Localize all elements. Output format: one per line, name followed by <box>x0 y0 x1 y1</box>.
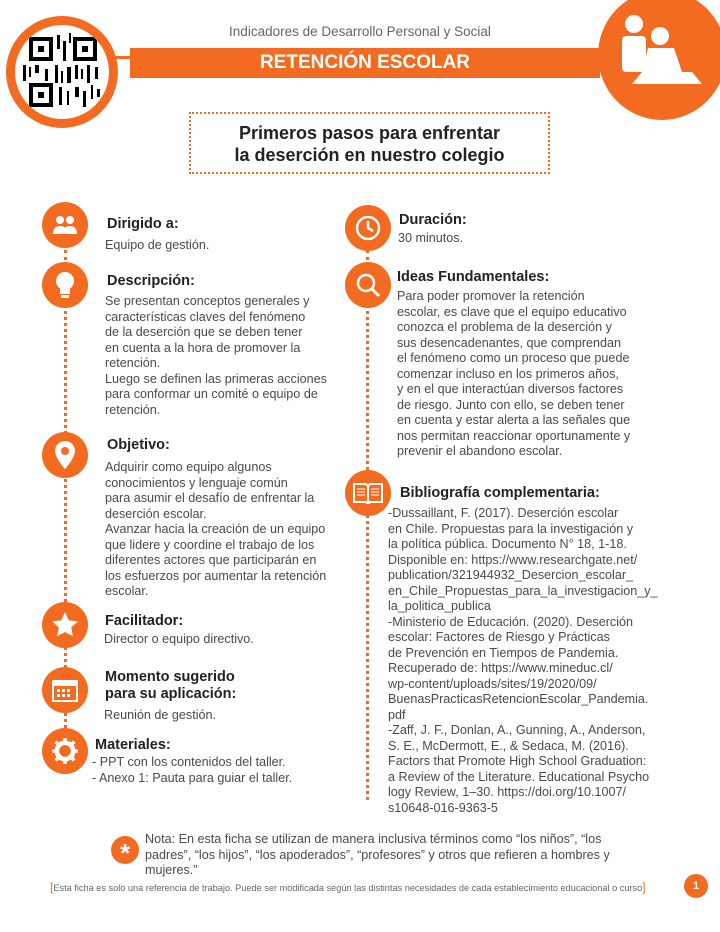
descripcion-text <box>105 294 327 418</box>
text-line: retención. <box>105 356 161 370</box>
star-icon <box>42 602 88 648</box>
text-line: a Review of the Literature. Educational Psycho <box>388 769 650 784</box>
ideas-text <box>397 289 630 460</box>
asterisk-icon: * <box>111 836 139 864</box>
right-dotted-line <box>366 250 369 800</box>
objetivo-text <box>105 460 326 600</box>
text-line: Disponible en: https://www.researchgate.net/ <box>388 552 638 567</box>
title-line-1: Primeros pasos para enfrentar <box>238 123 501 143</box>
text-line: en cuenta a la hora de promover la <box>105 340 301 355</box>
magnifier-icon <box>345 262 391 308</box>
title-line-2: la deserción en nuestro colegio <box>234 145 505 165</box>
text-line: Equipo de gestión. <box>105 238 210 252</box>
page-number: 1 <box>684 874 708 898</box>
text-line: s10648-016-9363-5 <box>388 800 498 815</box>
text-line: logy Review, 1–30. https://doi.org/10.1007/ <box>388 785 627 799</box>
text-line: la política pública. Documento N° 18, 1-18. <box>388 537 627 551</box>
duracion-text <box>398 231 463 247</box>
document-title <box>189 112 550 174</box>
biblio-title: Bibliografía complementaria: <box>400 485 600 501</box>
text-line: Se presentan conceptos generales y <box>105 294 310 308</box>
text-line: S. E., McDermott, E., & Sedaca, M. (2016). <box>388 738 629 753</box>
text-line: para asumir el desafío de enfrentar la <box>105 491 315 505</box>
text-line: -Ministerio de Educación. (2020). Deserción <box>388 614 633 629</box>
gear-icon <box>42 728 88 774</box>
ideas-title: Ideas Fundamentales: <box>397 269 550 285</box>
text-line: y en el que interactúan diversos factores <box>397 382 624 396</box>
text-line: el fenómeno como un proceso que puede <box>397 351 630 365</box>
text-line: Recuperado de: https://www.mineduc.cl/ <box>388 661 613 675</box>
text-line: comenzar incluso en los primeros años, <box>397 366 619 381</box>
dirigido-title: Dirigido a: <box>107 216 179 232</box>
text-line: de Prevención en Tiempos de Pandemia. <box>388 645 619 660</box>
calendar-icon <box>42 667 88 713</box>
facilitador-text <box>104 632 254 648</box>
text-line: en cuenta y estar alerta a las señales que <box>397 413 631 427</box>
text-line: Reunión de gestión. <box>104 708 217 722</box>
momento-title-1: Momento sugerido <box>105 669 235 685</box>
students-icon <box>598 0 720 120</box>
text-line: publication/321944932_Desercion_escolar_ <box>388 568 634 582</box>
momento-title <box>105 669 236 703</box>
location-pin-icon <box>42 432 88 478</box>
text-line: de riesgo. Junto con ello, se deben tener <box>397 397 625 412</box>
text-line: la_politica_publica <box>388 599 491 613</box>
text-line: en Chile. Propuestas para la investigación y <box>388 521 634 536</box>
text-line: los esfuerzos por aumentar la retención <box>105 568 327 583</box>
biblio-text <box>388 506 658 816</box>
text-line: wp-content/uploads/sites/19/2020/09/ <box>388 676 597 691</box>
materiales-text <box>92 755 292 786</box>
text-line: - PPT con los contenidos del taller. <box>92 755 286 769</box>
band-title: RETENCIÓN ESCOLAR <box>130 48 600 78</box>
qr-code[interactable] <box>6 16 118 128</box>
text-line: Director o equipo directivo. <box>104 632 254 646</box>
text-line: pdf <box>388 707 406 722</box>
text-line: Avanzar hacia la creación de un equipo <box>105 522 326 536</box>
book-icon <box>345 470 391 516</box>
bracket-open: [ <box>50 880 54 894</box>
text-line: conocimientos y lenguaje común <box>105 475 288 490</box>
momento-text <box>104 708 216 724</box>
text-line: para conformar un comité o equipo de <box>105 387 318 401</box>
text-line: escolar, es clave que el equipo educativo <box>397 304 627 319</box>
text-line: nos permitan reaccionar oportunamente y <box>397 428 631 443</box>
text-line: retención. <box>105 402 161 417</box>
text-line: - Anexo 1: Pauta para guiar el taller. <box>92 770 293 785</box>
text-line: de la deserción que se deben tener <box>105 325 303 339</box>
text-line: Adquirir como equipo algunos <box>105 460 272 474</box>
text-line: conozca el problema de la deserción y <box>397 320 612 334</box>
text-line: sus desencadenantes, que comprendan <box>397 335 622 350</box>
text-line: BuenasPracticasRetencionEscolar_Pandemia. <box>388 692 649 706</box>
momento-title-2: para su aplicación: <box>105 686 237 702</box>
inclusive-note: Nota: En esta ficha se utilizan de manera inclusiva términos como “los niños”, “los padres”, “los hijos”, “los apoderados”, “profesores” y otros que refieren a hombres y mujeres.” <box>145 832 610 877</box>
descripcion-title: Descripción: <box>107 273 195 289</box>
bracket-close: ] <box>642 880 646 894</box>
users-icon <box>42 202 88 248</box>
text-line: Factors that Promote High School Graduation: <box>388 754 647 768</box>
text-line: características claves del fenómeno <box>105 309 306 324</box>
header-subtitle: Indicadores de Desarrollo Personal y Social <box>229 24 491 39</box>
text-line: escolar. <box>105 584 149 598</box>
text-line: Luego se definen las primeras acciones <box>105 371 327 386</box>
duracion-title: Duración: <box>399 212 467 228</box>
text-line: que lidere y coordine el trabajo de los <box>105 537 315 552</box>
text-line: Para poder promover la retención <box>397 289 585 303</box>
text-line: escolar: Factores de Riesgo y Prácticas <box>388 630 610 644</box>
text-line: diferentes actores que participarán en <box>105 553 317 567</box>
dirigido-text <box>105 238 209 254</box>
text-line: -Zaff, J. F., Donlan, A., Gunning, A., Anderson, <box>388 723 646 737</box>
facilitador-title: Facilitador: <box>105 613 184 629</box>
text-line: prevenir el abandono escolar. <box>397 444 563 458</box>
materiales-title: Materiales: <box>95 737 171 753</box>
students-emblem <box>598 0 720 120</box>
text-line: 30 minutos. <box>398 231 464 245</box>
clock-icon <box>345 205 391 251</box>
disclaimer-text: Esta ficha es solo una referencia de trabajo. Puede ser modificada según las distintas necesidades de cada establecimiento educacional o curso <box>53 883 643 893</box>
objetivo-title: Objetivo: <box>107 437 170 453</box>
text-line: -Dussaillant, F. (2017). Deserción escolar <box>388 506 619 520</box>
text-line: deserción escolar. <box>105 506 207 521</box>
lightbulb-icon <box>42 262 88 308</box>
disclaimer <box>50 880 650 894</box>
text-line: en_Chile_Propuestas_para_la_investigacion_y_ <box>388 583 658 598</box>
